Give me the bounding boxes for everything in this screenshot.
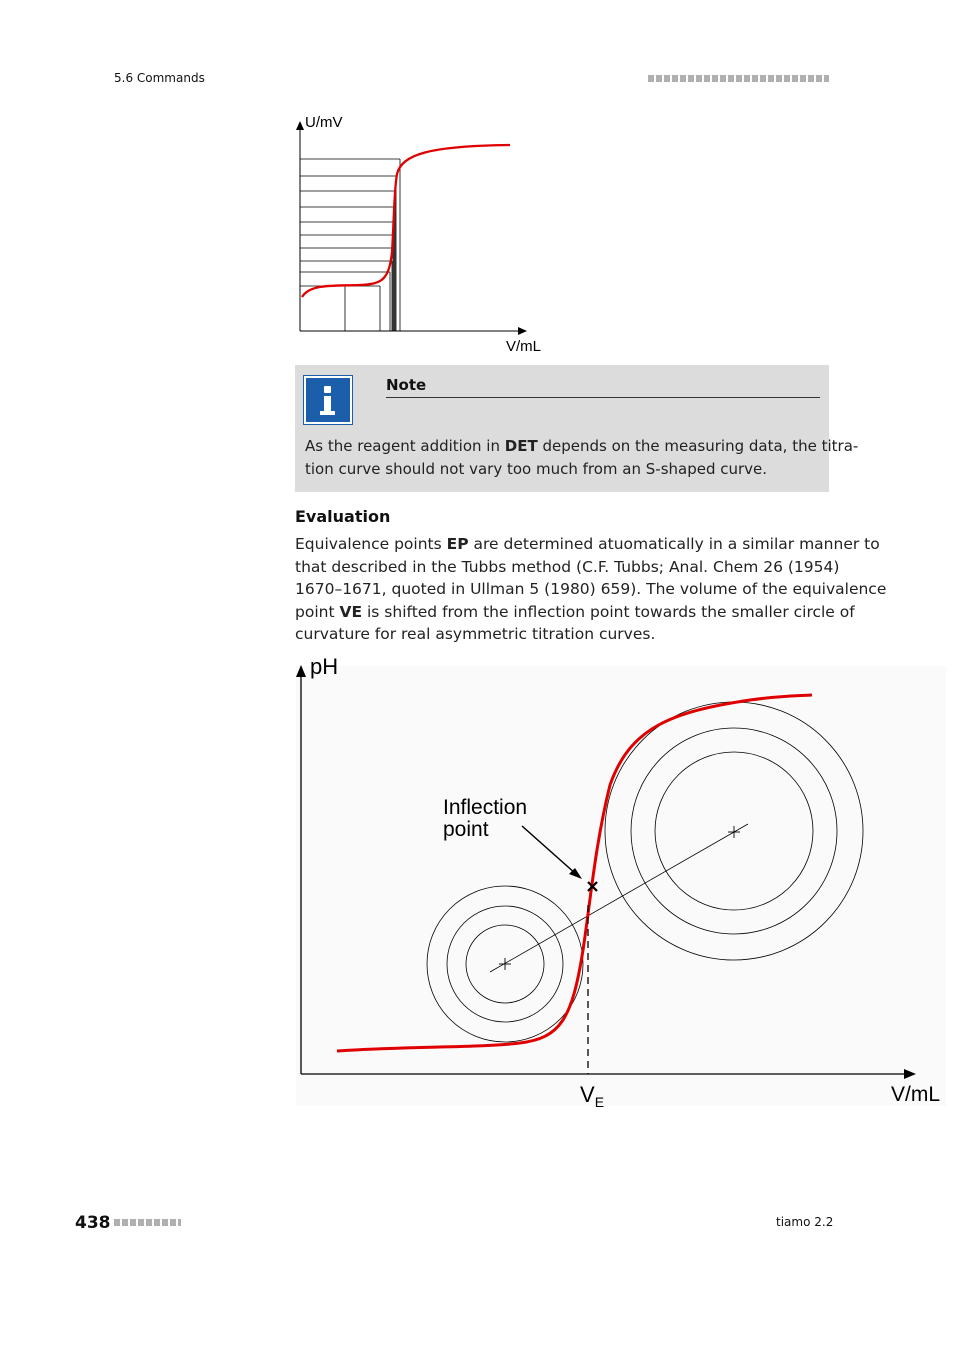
ve-label-main: V bbox=[580, 1082, 595, 1107]
staircase-lines bbox=[300, 159, 400, 331]
para-line-2: that described in the Tubbs method (C.F. Tubbs; Anal. Chem 26 (1954) bbox=[295, 557, 840, 576]
footer-decoration bbox=[114, 1219, 181, 1226]
fig2-x-label: V/mL bbox=[891, 1083, 941, 1106]
note-title: Note bbox=[386, 376, 427, 394]
figure1-axes bbox=[296, 121, 527, 335]
note-divider bbox=[386, 397, 820, 398]
info-icon bbox=[304, 376, 352, 424]
fig2-y-label: pH bbox=[310, 654, 339, 679]
product-name: tiamo 2.2 bbox=[776, 1215, 834, 1229]
note-line-1: As the reagent addition in DET depends on the measuring data, the titra- bbox=[305, 437, 859, 455]
note-line-2: tion curve should not vary too much from an S-shaped curve. bbox=[305, 460, 768, 478]
evaluation-paragraph bbox=[295, 533, 887, 646]
inflection-label-line1: Inflection bbox=[443, 796, 528, 819]
para-line-5: curvature for real asymmetric titration curves. bbox=[295, 625, 656, 644]
para-line-3: 1670–1671, quoted in Ullman 5 (1980) 659). The volume of the equivalence bbox=[295, 580, 887, 599]
page-number: 438 bbox=[75, 1213, 111, 1233]
fig1-y-label: U/mV bbox=[305, 114, 343, 131]
header-decoration bbox=[648, 75, 829, 82]
para-line-1: Equivalence points EP are determined atuomatically in a similar manner to bbox=[295, 535, 880, 553]
ve-label-sub: E bbox=[594, 1094, 605, 1110]
para-line-4: point VE is shifted from the inflection point towards the smaller circle of bbox=[295, 602, 855, 621]
fig1-x-label: V/mL bbox=[506, 338, 542, 355]
section-title-evaluation: Evaluation bbox=[295, 507, 391, 526]
titration-curve-1 bbox=[302, 145, 510, 297]
note-text bbox=[305, 435, 859, 481]
equivalence-point-figure bbox=[290, 650, 950, 1120]
inflection-label-line2: point bbox=[443, 818, 489, 841]
note-box bbox=[295, 365, 859, 492]
titration-staircase-figure bbox=[290, 112, 560, 360]
running-header-section: 5.6 Commands bbox=[114, 71, 205, 85]
